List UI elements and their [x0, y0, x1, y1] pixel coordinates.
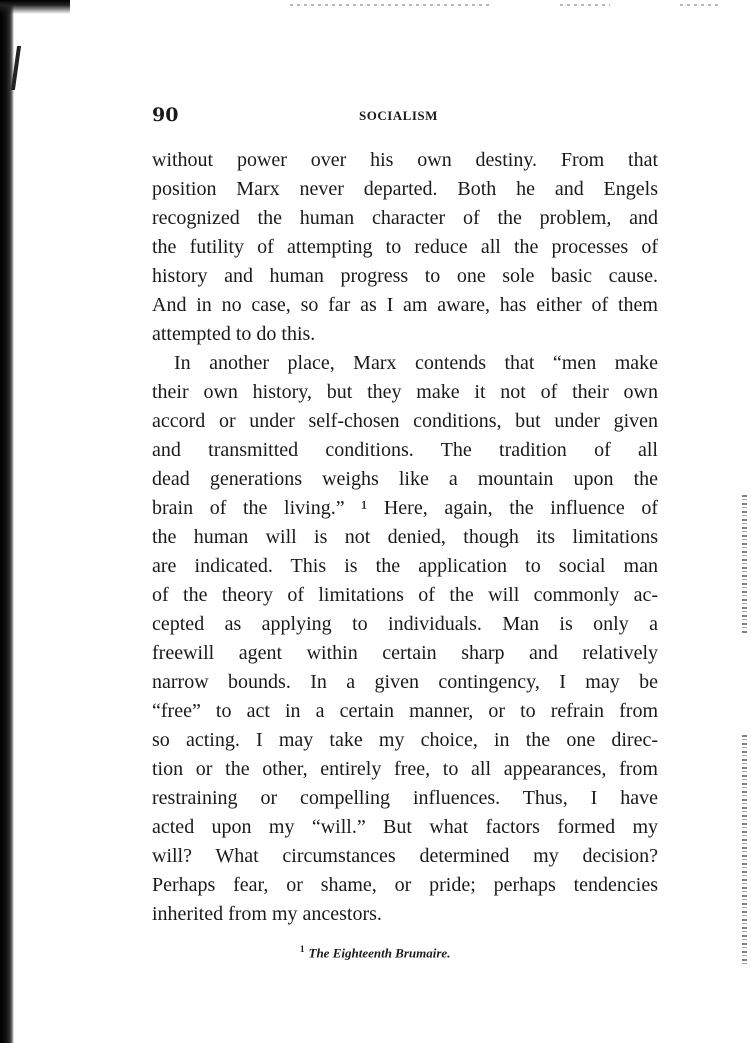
text-line: without power over his own destiny. From that [152, 149, 658, 171]
text-line: narrow bounds. In a given contingency, I may be [152, 671, 658, 693]
footnote [300, 944, 450, 961]
text-line: the human will is not denied, though its limitations [152, 526, 658, 548]
scan-right-speckle [742, 495, 747, 635]
text-line: restraining or compelling influences. Thus, I have [152, 787, 658, 809]
text-line: brain of the living.” ¹ Here, again, the influence of [152, 497, 658, 519]
text-line: cepted as applying to individuals. Man is only a [152, 613, 658, 635]
text-line: their own history, but they make it not of their own [152, 381, 658, 403]
text-line: recognized the human character of the problem, and [152, 207, 658, 229]
text-line: of the theory of limitations of the will commonly ac- [152, 584, 658, 606]
text-line: In another place, Marx contends that “men make [174, 352, 658, 374]
text-line: dead generations weighs like a mountain upon the [152, 468, 658, 490]
text-line: are indicated. This is the application to social man [152, 555, 658, 577]
text-line: freewill agent within certain sharp and relatively [152, 642, 658, 664]
text-line: tion or the other, entirely free, to all appearances, from [152, 758, 658, 780]
text-line: And in no case, so far as I am aware, has either of them [152, 294, 658, 316]
page-number: 90 [152, 104, 179, 126]
scan-top-corner [0, 0, 70, 14]
running-head: SOCIALISM [359, 108, 438, 123]
text-line: so acting. I may take my choice, in the one direc- [152, 729, 658, 751]
text-line: position Marx never departed. Both he and Engels [152, 178, 658, 200]
footnote-text: The Eighteenth Brumaire. [308, 945, 451, 961]
text-line: “free” to act in a certain manner, or to refrain from [152, 700, 658, 722]
page-header [152, 104, 658, 130]
scan-top-noise [560, 4, 610, 6]
text-line: acted upon my “will.” But what factors formed my [152, 816, 658, 838]
text-line: history and human progress to one sole basic cause. [152, 265, 658, 287]
text-line: inherited from my ancestors. [152, 903, 382, 925]
scan-top-noise [290, 4, 490, 6]
text-line: attempted to do this. [152, 323, 316, 345]
body-text [152, 146, 658, 929]
text-line: will? What circumstances determined my decision? [152, 845, 658, 867]
scan-right-speckle [742, 735, 747, 965]
text-line: accord or under self-chosen conditions, but under given [152, 410, 658, 432]
scan-binding-edge [0, 0, 14, 1043]
text-line: the futility of attempting to reduce all the processes of [152, 236, 658, 258]
text-line: Perhaps fear, or shame, or pride; perhaps tendencies [152, 874, 658, 896]
text-line: and transmitted conditions. The tradition of all [152, 439, 658, 461]
footnote-marker: 1 [300, 944, 305, 954]
scan-top-noise [680, 4, 720, 6]
